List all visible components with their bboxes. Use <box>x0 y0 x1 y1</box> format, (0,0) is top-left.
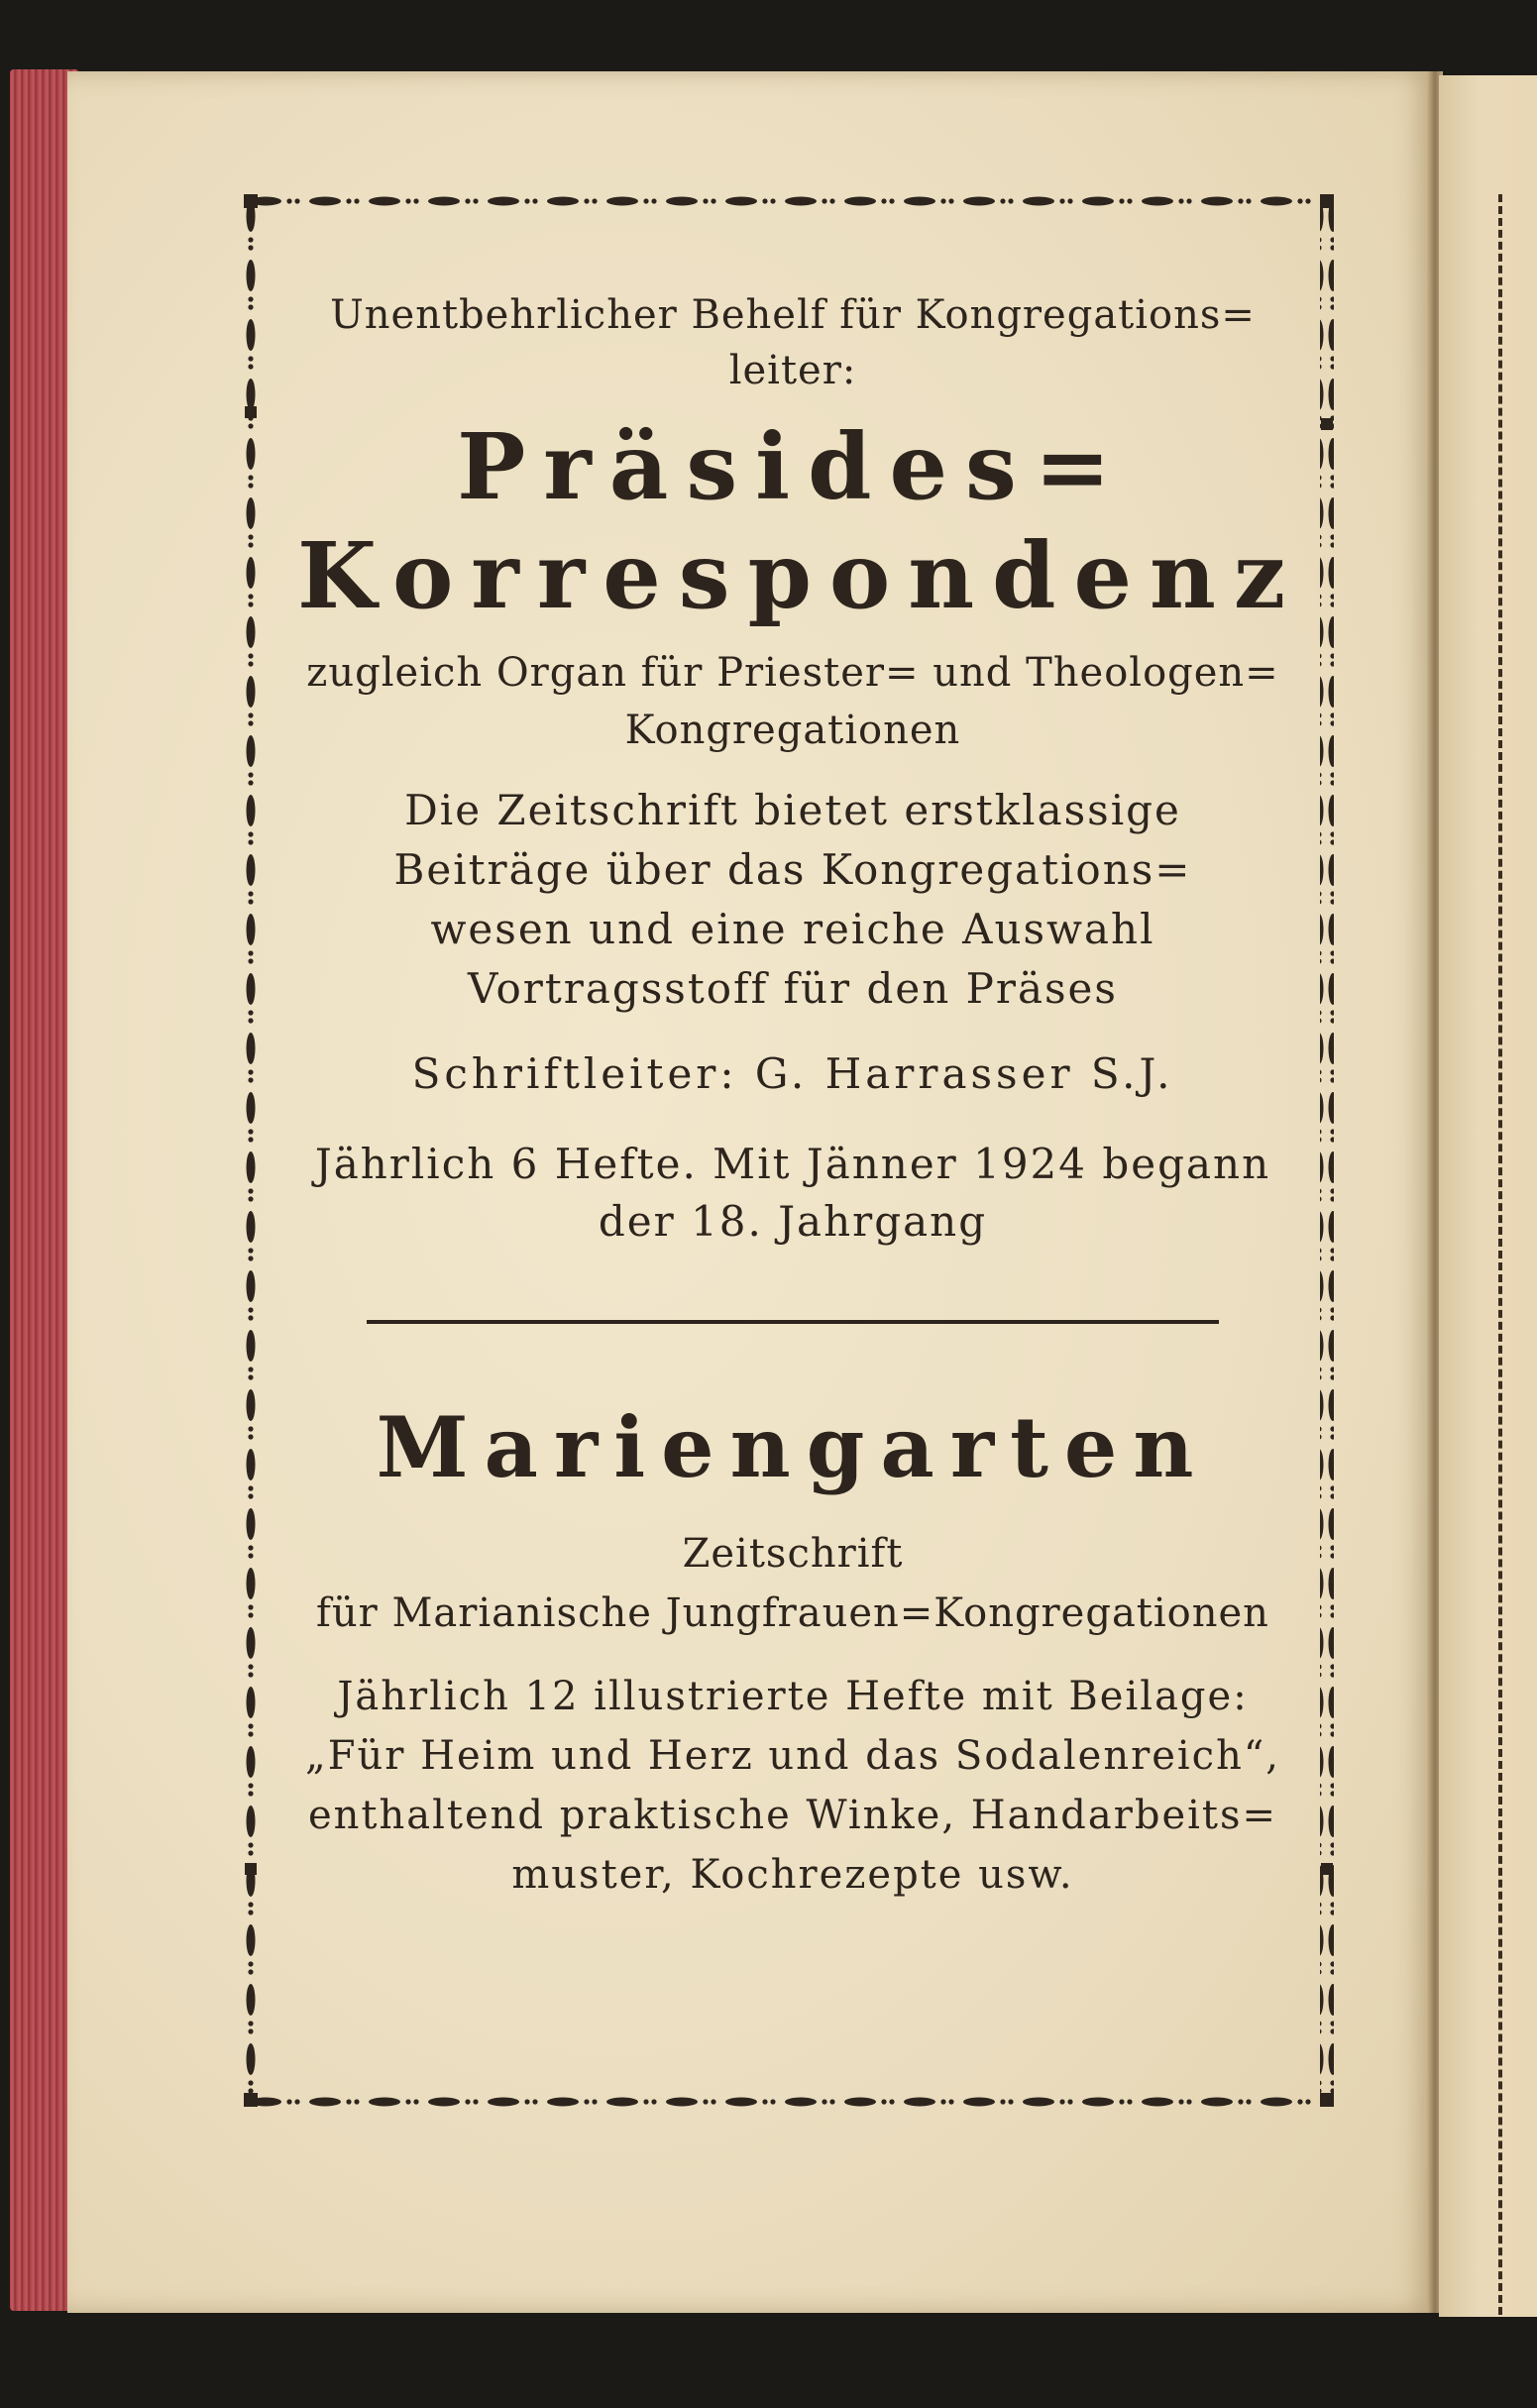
next-page-edge <box>1439 75 1537 2317</box>
mariengarten-desc-line-2: „Für Heim und Herz und das Sodalenreich“, <box>305 1733 1280 1779</box>
praesides-title-line-1: Präsides= <box>457 413 1129 520</box>
frame-corner-tl <box>244 194 258 208</box>
praesides-year-line-1: Jährlich 6 Hefte. Mit Jänner 1924 begann <box>314 1140 1271 1188</box>
next-page-border <box>1498 194 1502 2315</box>
frame-left-border <box>244 208 258 2093</box>
praesides-desc-line-1: Die Zeitschrift bietet erstklassige <box>404 786 1181 834</box>
mariengarten-subtitle-line-1: Zeitschrift <box>682 1531 904 1577</box>
frame-corner-bl <box>244 2093 258 2107</box>
frame-top-border <box>258 194 1320 208</box>
frame-bottom-border <box>258 2093 1320 2107</box>
mariengarten-desc-line-4: muster, Kochrezepte usw. <box>511 1852 1074 1898</box>
praesides-desc-line-2: Beiträge über das Kongregations= <box>393 845 1192 894</box>
frame-corner-br <box>1320 2093 1334 2107</box>
praesides-editor: Schriftleiter: G. Harrasser S.J. <box>411 1049 1174 1098</box>
frame-corner-tr <box>1320 194 1334 208</box>
frame-right-border <box>1320 208 1334 2093</box>
intro-line-1: Unentbehrlicher Behelf für Kongregations= <box>330 292 1256 338</box>
advertisement-content <box>297 287 1304 1905</box>
mariengarten-desc-line-1: Jährlich 12 illustrierte Hefte mit Beilage: <box>337 1674 1249 1719</box>
frame-mid-marker-left-2 <box>245 1863 257 1875</box>
frame-mid-marker-right-1 <box>1321 418 1333 430</box>
mariengarten-subtitle-line-2: für Marianische Jungfrauen=Kongregationen <box>316 1590 1269 1636</box>
frame-mid-marker-left-1 <box>245 406 257 418</box>
praesides-title-line-2: Korrespondenz <box>297 522 1304 629</box>
praesides-subtitle-line-2: Kongregationen <box>624 708 961 753</box>
mariengarten-section <box>297 1393 1288 1905</box>
praesides-desc-line-4: Vortragsstoff für den Präses <box>468 964 1118 1013</box>
mariengarten-title: Mariengarten <box>376 1398 1210 1496</box>
mariengarten-desc-line-3: enthaltend praktische Winke, Handarbeits= <box>307 1793 1278 1838</box>
praesides-section <box>297 287 1304 1251</box>
section-divider <box>367 1320 1219 1324</box>
praesides-subtitle-line-1: zugleich Organ für Priester= und Theologen= <box>306 650 1279 696</box>
frame-mid-marker-right-2 <box>1321 1863 1333 1875</box>
praesides-year-line-2: der 18. Jahrgang <box>598 1197 988 1246</box>
intro-line-2: leiter: <box>728 348 857 393</box>
praesides-desc-line-3: wesen und eine reiche Auswahl <box>430 905 1155 953</box>
